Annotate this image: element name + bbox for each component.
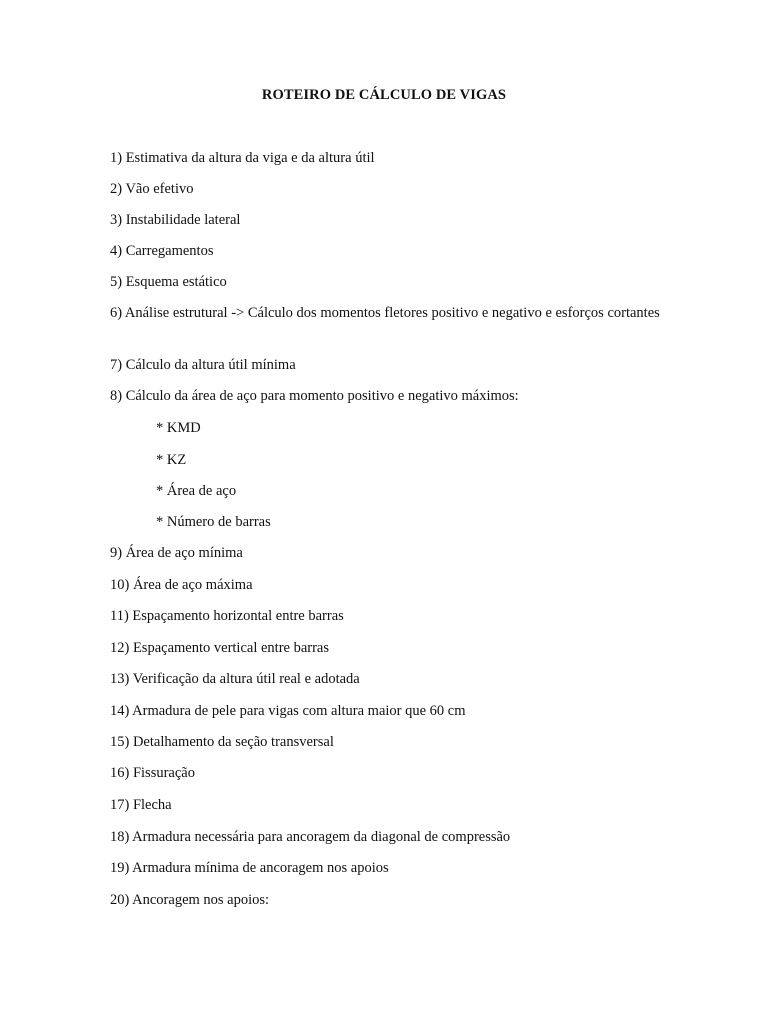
list-item: 14) Armadura de pele para vigas com altura maior que 60 cm xyxy=(110,703,466,719)
list-item: 8) Cálculo da área de aço para momento positivo e negativo máximos: xyxy=(110,388,519,404)
list-item: 12) Espaçamento vertical entre barras xyxy=(110,640,330,656)
list-item: 13) Verificação da altura útil real e adotada xyxy=(110,671,360,687)
list-item: 16) Fissuração xyxy=(110,765,195,781)
list-item: 3) Instabilidade lateral xyxy=(110,212,241,228)
list-item: 18) Armadura necessária para ancoragem da diagonal de compressão xyxy=(110,829,511,845)
list-item: 11) Espaçamento horizontal entre barras xyxy=(110,608,344,624)
sub-list-item: * KMD xyxy=(156,420,201,436)
list-item: 1) Estimativa da altura da viga e da altura útil xyxy=(110,150,375,166)
list-item: 5) Esquema estático xyxy=(110,274,227,290)
list-item: 20) Ancoragem nos apoios: xyxy=(110,892,270,908)
list-item: 15) Detalhamento da seção transversal xyxy=(110,734,334,750)
list-item: 17) Flecha xyxy=(110,797,172,813)
list-item: 9) Área de aço mínima xyxy=(110,545,243,561)
list-item: 19) Armadura mínima de ancoragem nos apoios xyxy=(110,860,389,876)
page-title: ROTEIRO DE CÁLCULO DE VIGAS xyxy=(261,87,507,103)
list-item: 7) Cálculo da altura útil mínima xyxy=(110,357,296,373)
sub-list-item: * KZ xyxy=(156,452,187,468)
sub-list-item: * Área de aço xyxy=(156,483,237,499)
sub-list-item: * Número de barras xyxy=(156,514,271,530)
list-item: 2) Vão efetivo xyxy=(110,181,194,197)
list-item: 10) Área de aço máxima xyxy=(110,577,253,593)
list-item: 4) Carregamentos xyxy=(110,243,214,259)
list-item: 6) Análise estrutural -> Cálculo dos momentos fletores positivo e negativo e esforços cortantes xyxy=(110,305,660,321)
